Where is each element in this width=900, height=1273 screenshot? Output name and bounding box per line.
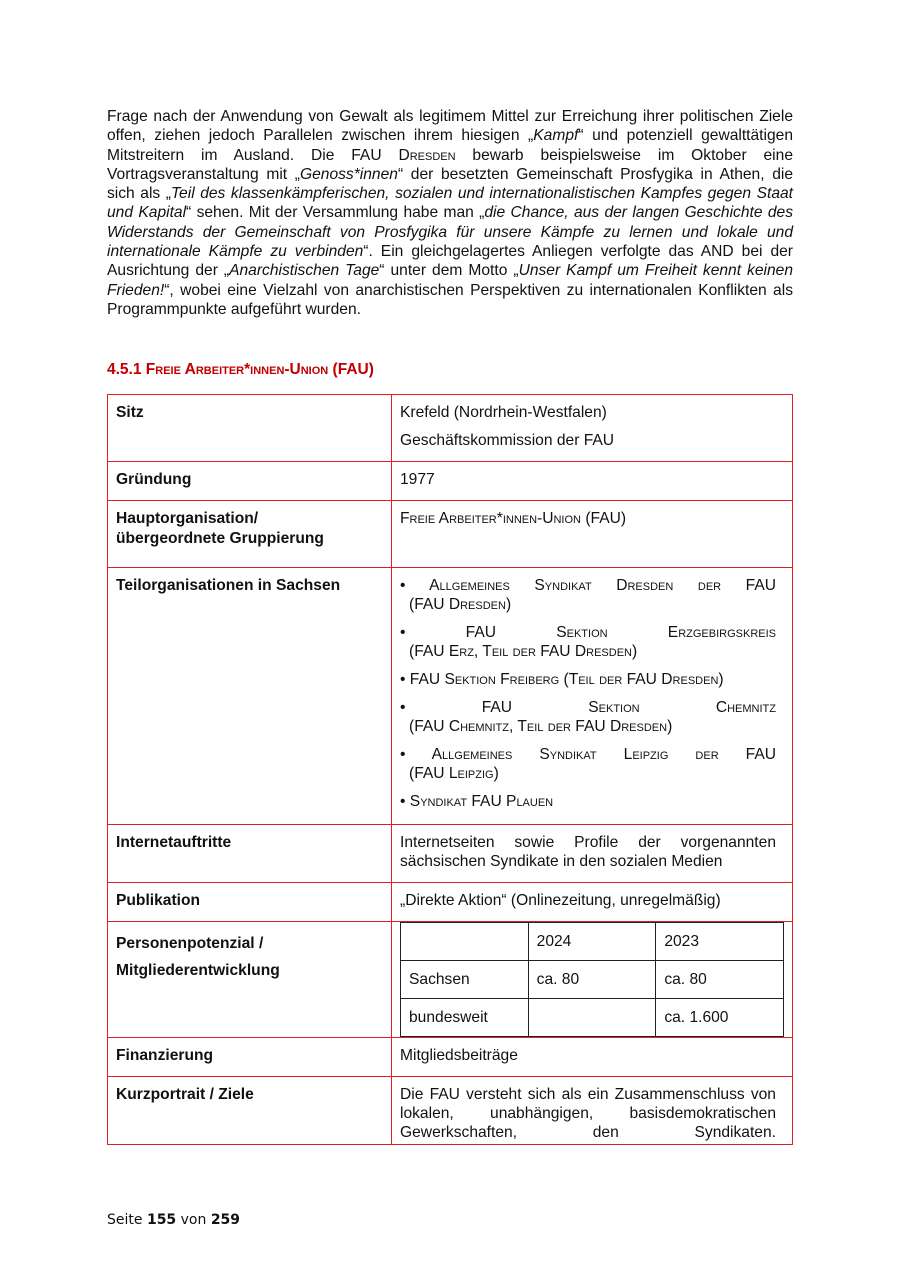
table-row <box>108 568 793 825</box>
table-cell <box>401 923 529 961</box>
list-item: • Allgemeines Syndikat Dresden der FAU (FAU Dresden) <box>400 577 776 613</box>
table-row <box>108 395 793 462</box>
table-cell <box>528 999 656 1037</box>
row-label: Sitz <box>108 395 392 462</box>
table-row <box>401 999 784 1037</box>
list-item: • Syndikat FAU Plauen <box>400 793 554 810</box>
row-label: Kurzportrait / Ziele <box>108 1077 392 1145</box>
member-stats-table <box>400 922 784 1037</box>
row-value: 1977 <box>392 462 793 501</box>
table-cell: 2023 <box>656 923 784 961</box>
row-value: Die FAU versteht sich als ein Zusammenschluss von lokalen, unabhängigen, basisdemokratischen Gewerkschaften, den Syndikaten. <box>392 1077 793 1145</box>
row-value: Freie Arbeiter*innen-Union (FAU) <box>392 501 793 568</box>
sitz-line-2: Geschäftskommission der FAU <box>400 432 615 449</box>
table-cell: ca. 80 <box>656 961 784 999</box>
row-value: Internetseiten sowie Profile der vorgenannten sächsischen Syndikate in den sozialen Medien <box>392 825 793 883</box>
list-item: • Allgemeines Syndikat Leipzig der FAU (FAU Leipzig) <box>400 746 776 782</box>
table-row <box>108 1038 793 1077</box>
intro-paragraph: Frage nach der Anwendung von Gewalt als legitimem Mittel zur Erreichung ihrer politischen Ziele offen, ziehen jedoch Parallelen zwischen ihrem hiesigen „Kampf“ und potenziell gewalttätigen Mitstreitern im Ausland. Die FAU Dresden bewarb beispielsweise im Oktober eine Vortragsveranstaltung mit „Genoss*innen“ der besetzten Gemeinschaft Prosfygika in Athen, die sich als „Teil des klassenkämpferischen, sozialen und internationalistischen Kampfes gegen Staat und Kapital“ sehen. Mit der Versammlung habe man „die Chance, aus der langen Geschichte des Widerstands der Gemeinschaft von Prosfygika für unsere Kämpfe zu lernen und lokale und internationale Kämpfe zu verbinden“. Ein gleichgelagertes Anliegen verfolgte das AND bei der Ausrichtung der „Anarchistischen Tage“ unter dem Motto „Unser Kampf um Freiheit kennt keinen Frieden!“, wobei eine Vielzahl von anarchistischen Perspektiven zu internationalen Konflikten als Programmpunkte aufgeführt wurden. <box>107 108 794 318</box>
table-row <box>108 922 793 1038</box>
row-value <box>392 395 793 462</box>
table-row <box>401 923 784 961</box>
row-value: Mitgliedsbeiträge <box>392 1038 793 1077</box>
row-label: Internetauftritte <box>108 825 392 883</box>
table-row <box>108 1077 793 1145</box>
page-footer: Seite 155 von 259 <box>107 1212 241 1228</box>
list-item: • FAU Sektion Freiberg (Teil der FAU Dresden) <box>400 671 724 688</box>
table-row <box>108 825 793 883</box>
row-value <box>392 568 793 825</box>
row-label: Hauptorganisation/ übergeordnete Gruppierung <box>108 501 392 568</box>
row-label: Gründung <box>108 462 392 501</box>
table-cell: ca. 1.600 <box>656 999 784 1037</box>
row-value <box>392 922 793 1038</box>
table-cell: ca. 80 <box>528 961 656 999</box>
table-row <box>401 961 784 999</box>
table-cell: bundesweit <box>401 999 529 1037</box>
page-content <box>107 107 793 379</box>
row-label: Teilorganisationen in Sachsen <box>108 568 392 825</box>
table-cell: Sachsen <box>401 961 529 999</box>
row-label: Publikation <box>108 883 392 922</box>
row-label: Personenpotenzial / Mitgliederentwicklung <box>108 922 392 1038</box>
sitz-line-1: Krefeld (Nordrhein-Westfalen) <box>400 404 607 421</box>
organization-profile-table <box>107 394 793 1145</box>
row-label: Finanzierung <box>108 1038 392 1077</box>
table-row <box>108 501 793 568</box>
section-heading: 4.5.1 Freie Arbeiter*innen-Union (FAU) <box>107 361 374 379</box>
table-cell: 2024 <box>528 923 656 961</box>
table-row <box>108 462 793 501</box>
list-item: • FAU Sektion Erzgebirgskreis (FAU Erz, Teil der FAU Dresden) <box>400 624 776 660</box>
table-row <box>108 883 793 922</box>
list-item: • FAU Sektion Chemnitz (FAU Chemnitz, Teil der FAU Dresden) <box>400 699 776 735</box>
row-value: „Direkte Aktion“ (Onlinezeitung, unregelmäßig) <box>392 883 793 922</box>
